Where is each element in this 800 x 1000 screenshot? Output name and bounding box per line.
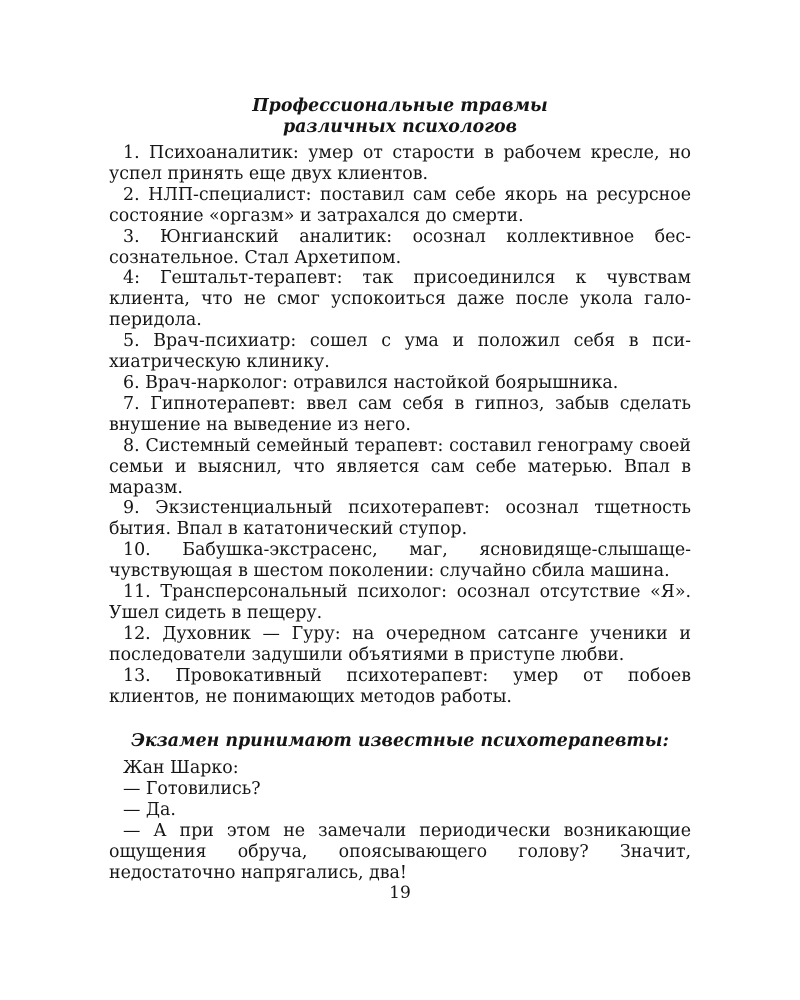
joke-list bbox=[109, 143, 691, 707]
dialogue-speaker: Жан Шарко: bbox=[123, 758, 239, 779]
list-item: 8. Системный семейный терапевт: составил генограму своей семьи и выяснил, что является сам себе матерью. Впал в маразм. bbox=[109, 435, 691, 498]
list-item: 11. Трансперсональный психолог: осознал отсутствие «Я». Ушел сидеть в пещеру. bbox=[109, 582, 691, 623]
dialogue-line: — Да. bbox=[123, 800, 176, 821]
list-item: 1. Психоаналитик: умер от старости в рабочем кресле, но успел принять еще двух клиентов. bbox=[109, 143, 691, 184]
heading-line-2: различных психологов bbox=[282, 117, 518, 137]
dialogue-line: — А при этом не замечали периодически возникающие ощущения обруча, опоясывающего голову? Значит, недостаточно напрягались, два! bbox=[109, 821, 691, 883]
list-item: 9. Экзистенциальный психотерапевт: осознал тщетность бытия. Впал в кататонический ступор. bbox=[109, 498, 691, 540]
list-item: 4: Гештальт-терапевт: так присоединился к чувствам клиента, что не смог успокоиться даже после укола галоперидола. bbox=[109, 268, 691, 331]
heading-line-1: Профессиональные травмы bbox=[252, 96, 548, 116]
list-item: 10. Бабушка-экстрасенс, маг, ясновидяще-слышащечувствующая в шестом поколении: случайно сбила машина. bbox=[109, 540, 691, 582]
list-item: 6. Врач-нарколог: отравился настойкой боярышника. bbox=[123, 372, 619, 393]
chapter-heading bbox=[109, 96, 691, 138]
list-item: 2. НЛП-специалист: поставил сам себе якорь на ресурсное состояние «оргазм» и затрахался до смерти. bbox=[109, 184, 691, 226]
exam-dialogue bbox=[109, 758, 691, 883]
list-item: 13. Провокативный психотерапевт: умер от побоев клиентов, не понимающих методов работы. bbox=[109, 665, 691, 707]
list-item: 12. Духовник — Гуру: на очередном сатсанге ученики и последователи задушили объятиями в приступе любви. bbox=[109, 623, 691, 665]
list-item: 3. Юнгианский аналитик: осознал коллективное бессознательное. Стал Архетипом. bbox=[109, 226, 691, 268]
page-number: 19 bbox=[389, 883, 411, 903]
dialogue-line: — Готовились? bbox=[123, 779, 261, 800]
list-item: 7. Гипнотерапевт: ввел сам себя в гипноз, забыв сделать внушение на выведение из него. bbox=[109, 393, 691, 435]
page-content bbox=[109, 96, 691, 884]
list-item: 5. Врач-психиатр: сошел с ума и положил себя в психиатрическую клинику. bbox=[109, 331, 691, 373]
section-title: Экзамен принимают известные психотерапевты: bbox=[131, 731, 669, 752]
